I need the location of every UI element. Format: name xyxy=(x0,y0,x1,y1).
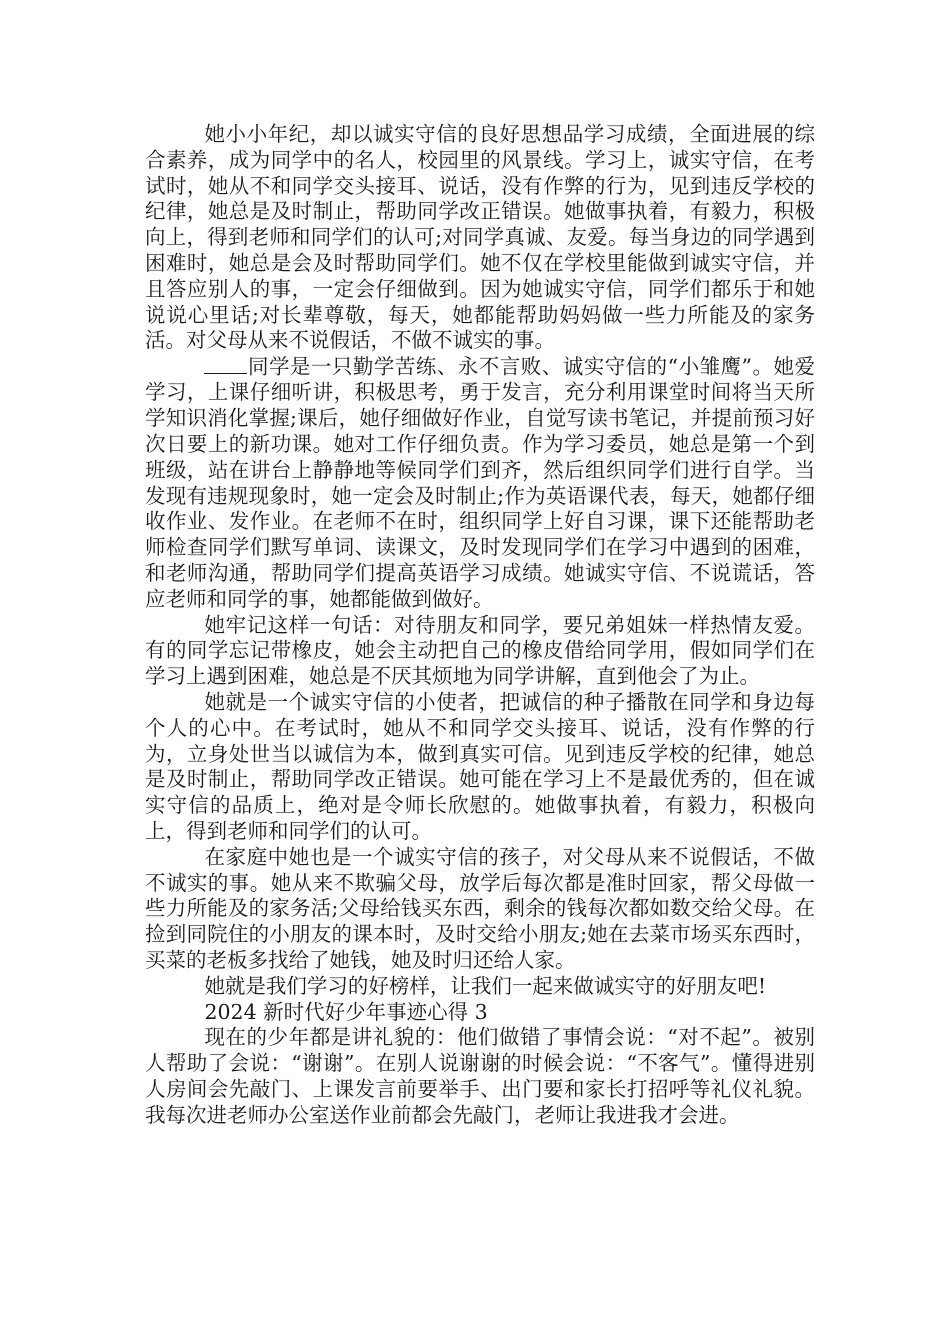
paragraph-4: 她就是一个诚实守信的小使者，把诚信的种子播散在同学和身边每个人的心中。在考试时，她从不和同学交头接耳、说话，没有作弊的行为，立身处世当以诚信为本，做到真实可信。见到违反学校的纪律，她总是及时制止，帮助同学改正错误。她可能在学习上不是最优秀的，但在诚实守信的品质上，绝对是令师长欣慰的。她做事执着，有毅力，积极向上，得到老师和同学们的认可。 xyxy=(145,689,815,843)
paragraph-6: 她就是我们学习的好榜样，让我们一起来做诚实守的好朋友吧! xyxy=(204,973,767,998)
paragraph-2 xyxy=(145,354,815,612)
paragraph-7: 现在的少年都是讲礼貌的：他们做错了事情会说：“对不起”。被别人帮助了会说：“谢谢”。在别人说谢谢的时候会说：“不客气”。懂得进别人房间会先敲门、上课发言前要举手、出门要和家长打招呼等礼仪礼貌。我每次进老师办公室送作业前都会先敲门，老师让我进我才会进。 xyxy=(145,1025,815,1127)
paragraph-5: 在家庭中她也是一个诚实守信的孩子，对父母从来不说假话，不做不诚实的事。她从来不欺骗父母，放学后每次都是准时回家，帮父母做一些力所能及的家务活;父母给钱买东西，剩余的钱每次都如数交给父母。在捡到同院住的小朋友的课本时，及时交给小朋友;她在去菜市场买东西时，买菜的老板多找给了她钱，她及时归还给人家。 xyxy=(145,844,815,972)
name-blank xyxy=(204,354,247,373)
document-body xyxy=(145,122,815,1129)
paragraph-2-text: 同学是一只勤学苦练、永不言败、诚实守信的“小雏鹰”。她爱学习，上课仔细听讲，积极思考，勇于发言，充分利用课堂时间将当天所学知识消化掌握;课后，她仔细做好作业，自觉写读书笔记，并提前预习好次日要上的新功课。她对工作仔细负责。作为学习委员，她总是第一个到班级，站在讲台上静静地等候同学们到齐，然后组织同学们进行自学。当发现有违规现象时，她一定会及时制止;作为英语课代表，每天，她都仔细收作业、发作业。在老师不在时，组织同学上好自习课，课下还能帮助老师检查同学们默写单词、读课文，及时发现同学们在学习中遇到的困难，和老师沟通，帮助同学们提高英语学习成绩。她诚实守信、不说谎话，答应老师和同学的事，她都能做到做好。 xyxy=(145,354,815,611)
paragraph-1: 她小小年纪，却以诚实守信的良好思想品学习成绩，全面进展的综合素养，成为同学中的名人，校园里的风景线。学习上，诚实守信，在考试时，她从不和同学交头接耳、说话，没有作弊的行为，见到违反学校的纪律，她总是及时制止，帮助同学改正错误。她做事执着，有毅力，积极向上，得到老师和同学们的认可;对同学真诚、友爱。每当身边的同学遇到困难时，她总是会及时帮助同学们。她不仅在学校里能做到诚实守信，并且答应别人的事，一定会仔细做到。因为她诚实守信，同学们都乐于和她说说心里话;对长辈尊敬，每天，她都能帮助妈妈做一些力所能及的家务活。对父母从来不说假话，不做不诚实的事。 xyxy=(145,122,815,353)
section-heading: 2024 新时代好少年事迹心得 3 xyxy=(204,999,488,1024)
paragraph-3: 她牢记这样一句话：对待朋友和同学，要兄弟姐妹一样热情友爱。有的同学忘记带橡皮，她会主动把自己的橡皮借给同学用，假如同学们在学习上遇到困难，她总是不厌其烦地为同学讲解，直到他会了为止。 xyxy=(145,612,815,689)
